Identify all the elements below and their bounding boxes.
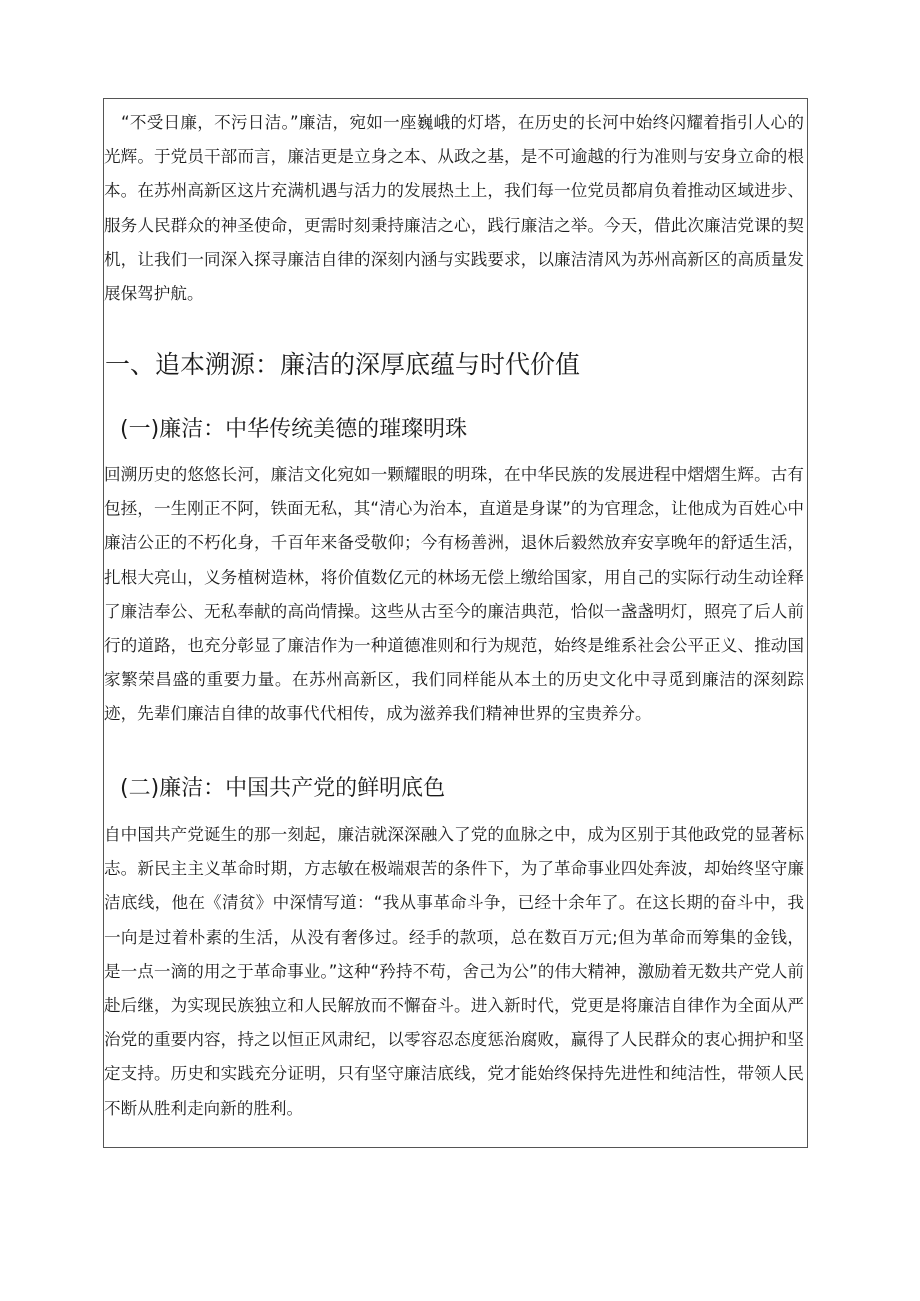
subsection-1-paragraph: 回溯历史的悠悠长河，廉洁文化宛如一颗耀眼的明珠，在中华民族的发展进程中熠熠生辉。古有包拯，一生刚正不阿，铁面无私，其“清心为治本，直道是身谋”的为官理念，让他成为百姓心中廉洁公正的不朽化身，千百年来备受敬仰；今有杨善洲，退休后毅然放弃安享晚年的舒适生活，扎根大亮山，义务植树造林，将价值数亿元的林场无偿上缴给国家，用自己的实际行动生动诠释了廉洁奉公、无私奉献的高尚情操。这些从古至今的廉洁典范，恰似一盏盏明灯，照亮了后人前行的道路，也充分彰显了廉洁作为一种道德准则和行为规范，始终是维系社会公平正义、推动国家繁荣昌盛的重要力量。在苏州高新区，我们同样能从本土的历史文化中寻觅到廉洁的深刻踪迹，先辈们廉洁自律的故事代代相传，成为滋养我们精神世界的宝贵养分。: [104, 465, 804, 724]
subsection-heading-2: (二)廉洁：中国共产党的鲜明底色: [120, 776, 446, 801]
section-heading-1: 一、追本溯源：廉洁的深厚底蕴与时代价值: [105, 350, 581, 379]
intro-paragraph: “不受日廉，不污日洁。”廉洁，宛如一座巍峨的灯塔，在历史的长河中始终闪耀着指引人心的光辉。于党员干部而言，廉洁更是立身之本、从政之基，是不可逾越的行为准则与安身立命的根本。在苏州高新区这片充满机遇与活力的发展热土上，我们每一位党员都肩负着推动区域进步、服务人民群众的神圣使命，更需时刻秉持廉洁之心，践行廉洁之举。今天，借此次廉洁党课的契机，让我们一同深入探寻廉洁自律的深刻内涵与实践要求，以廉洁清风为苏州高新区的高质量发展保驾护航。: [104, 113, 804, 304]
subsection-2-paragraph: 自中国共产党诞生的那一刻起，廉洁就深深融入了党的血脉之中，成为区别于其他政党的显著标志。新民主主义革命时期，方志敏在极端艰苦的条件下，为了革命事业四处奔波，却始终坚守廉洁底线，他在《清贫》中深情写道：“我从事革命斗争，已经十余年了。在这长期的奋斗中，我一向是过着朴素的生活，从没有奢侈过。经手的款项，总在数百万元;但为革命而筹集的金钱，是一点一滴的用之于革命事业。”这种“矜持不苟，舍己为公”的伟大精神，激励着无数共产党人前赴后继，为实现民族独立和人民解放而不懈奋斗。进入新时代，党更是将廉洁自律作为全面从严治党的重要内容，持之以恒正风肃纪，以零容忍态度惩治腐败，赢得了人民群众的衷心拥护和坚定支持。历史和实践充分证明，只有坚守廉洁底线，党才能始终保持先进性和纯洁性，带领人民不断从胜利走向新的胜利。: [104, 825, 804, 1118]
subsection-heading-1: (一)廉洁：中华传统美德的璀璨明珠: [120, 417, 468, 442]
